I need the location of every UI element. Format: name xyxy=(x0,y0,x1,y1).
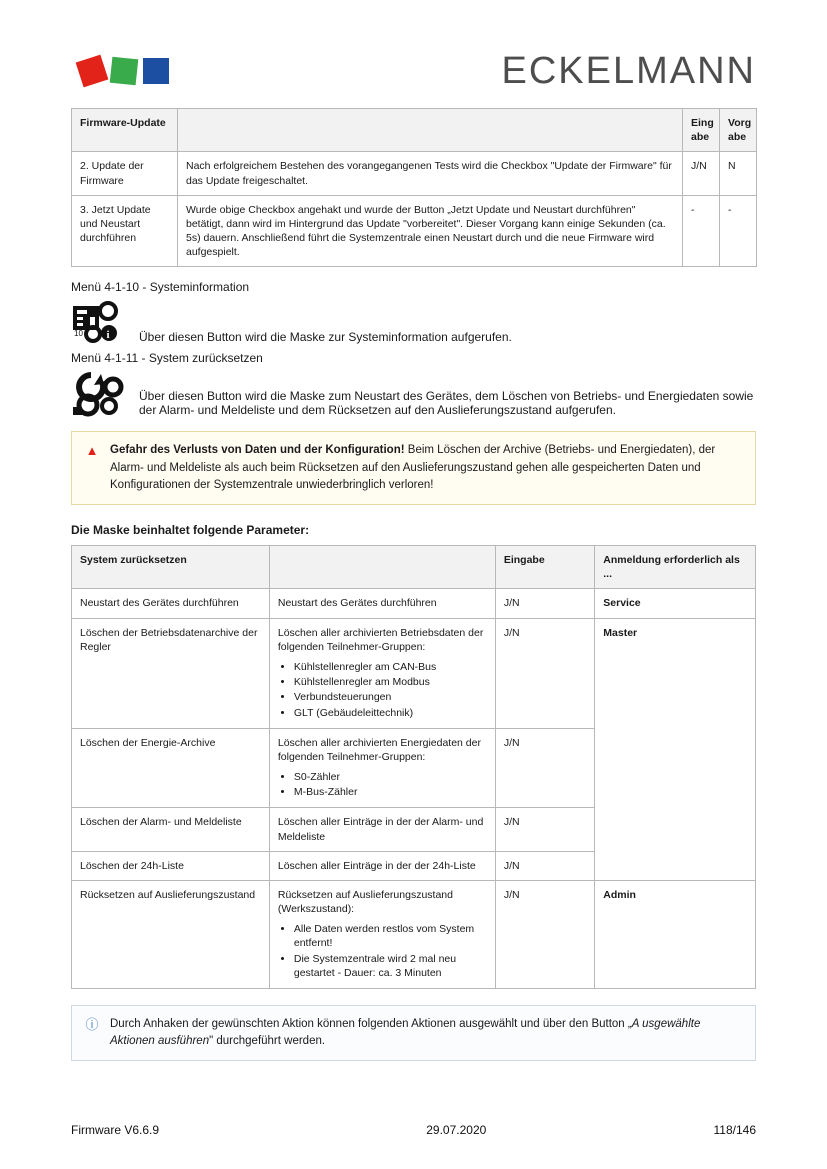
info-text-after: " durchgeführt werden. xyxy=(209,1035,326,1048)
cell-parameter-name: Rücksetzen auf Auslieferungszustand xyxy=(72,880,270,988)
table-header-row xyxy=(72,546,756,589)
table-row xyxy=(72,589,756,618)
warning-body-text: Beim Löschen der Archive (Betriebs- und Energiedaten), der Alarm- und Meldeliste als auch beim Rücksetzen auf den Auslieferungszustand gehen alle gespeicherten Daten und Konfigurationen der Systemzentrale unwiederbringlich verloren! xyxy=(110,444,716,491)
cell-description-text: Rücksetzen auf Auslieferungszustand (Werkszustand): xyxy=(277,888,453,916)
table-row xyxy=(72,618,756,728)
cell-login-level: Service xyxy=(595,589,756,618)
warning-bold-text: Gefahr des Verlusts von Daten und der Konfiguration! xyxy=(110,444,405,457)
firmware-update-table xyxy=(71,108,757,267)
cell-parameter-name: Löschen der Betriebsdatenarchive der Regler xyxy=(72,618,270,728)
table-row xyxy=(72,152,757,195)
col-header-reset-description xyxy=(269,546,495,589)
cell-input: - xyxy=(683,195,720,267)
list-item: • Kühlstellenregler am Modbus xyxy=(294,675,487,689)
svg-text:i: i xyxy=(106,329,110,342)
system-reset-icon-svg xyxy=(71,371,129,417)
list-item: • M-Bus-Zähler xyxy=(294,785,487,799)
cell-input: J/N xyxy=(495,589,594,618)
cell-input: J/N xyxy=(683,152,720,195)
info-text-before: Durch Anhaken der gewünschten Aktion können folgenden Aktionen ausgewählt und über den Button „ xyxy=(110,1017,632,1030)
col-header-description xyxy=(178,109,683,152)
cell-step-name: 2. Update der Firmware xyxy=(72,152,178,195)
cell-parameter-description: Löschen aller Einträge in der der 24h-Liste xyxy=(269,851,495,880)
system-information-icon-svg xyxy=(71,300,129,346)
cell-parameter-name: Neustart des Gerätes durchführen xyxy=(72,589,270,618)
list-item: • GLT (Gebäudeleittechnik) xyxy=(294,706,487,720)
cell-input: J/N xyxy=(495,880,594,988)
warning-triangle-icon: ▲ xyxy=(85,443,99,459)
col-header-system-reset: System zurücksetzen xyxy=(72,546,270,589)
cell-input: J/N xyxy=(495,728,594,808)
cell-step-description: Wurde obige Checkbox angehakt und wurde der Button „Jetzt Update und Neustart durchführen" betätigt, dann wird im Hintergrund das Update "vorbereitet". Dieser Vorgang kann einige Sekunden (ca. 5s) dauern. Anschließend führt die Systemzentrale einen Neustart durch und die neue Firmware wird aufgespielt. xyxy=(178,195,683,267)
brand-title: ECKELMANN xyxy=(501,49,756,92)
cell-input: J/N xyxy=(495,808,594,851)
mask-heading: Die Maske beinhaltet folgende Parameter: xyxy=(71,523,310,538)
cell-parameter-description xyxy=(269,728,495,808)
cell-description-list xyxy=(278,660,487,720)
list-item: • Verbundsteuerungen xyxy=(294,690,487,704)
eckelmann-logo xyxy=(79,58,169,84)
cell-parameter-name: Löschen der Alarm- und Meldeliste xyxy=(72,808,270,851)
cell-default: - xyxy=(720,195,757,267)
cell-parameter-description xyxy=(269,880,495,988)
logo-green-square-icon xyxy=(110,57,139,86)
table-header-row xyxy=(72,109,757,152)
cell-description-text: Löschen aller archivierten Energiedaten der folgenden Teilnehmer-Gruppen: xyxy=(277,736,481,763)
cell-step-description: Nach erfolgreichem Bestehen des vorangegangenen Tests wird die Checkbox "Update der Firmware" für das Update freigeschaltet. xyxy=(178,152,683,195)
page-header xyxy=(71,0,756,108)
footer-firmware-version: Firmware V6.6.9 xyxy=(71,1123,160,1137)
cell-description-list xyxy=(278,770,487,799)
warning-callout xyxy=(71,431,756,505)
cell-parameter-description: Löschen aller Einträge in der der Alarm- und Meldeliste xyxy=(269,808,495,851)
cell-parameter-name: Löschen der Energie-Archive xyxy=(72,728,270,808)
page-footer xyxy=(71,1123,756,1137)
list-item: • Kühlstellenregler am CAN-Bus xyxy=(294,660,487,674)
cell-login-level: Master xyxy=(595,618,756,880)
info-circle-icon: ⓘ xyxy=(85,1016,99,1032)
cell-parameter-description: Neustart des Gerätes durchführen xyxy=(269,589,495,618)
info-callout xyxy=(71,1005,756,1062)
table-row xyxy=(72,195,757,267)
cell-login-level: Admin xyxy=(595,880,756,988)
cell-input: J/N xyxy=(495,851,594,880)
list-item: • Alle Daten werden restlos vom System entfernt! xyxy=(294,922,487,950)
section-title-system-zuruecksetzen: Menü 4-1-11 - System zurücksetzen xyxy=(71,351,263,366)
footer-date: 29.07.2020 xyxy=(426,1123,487,1137)
col-header-eingabe: Eingabe xyxy=(495,546,594,589)
system-information-icon xyxy=(71,300,129,346)
warning-text xyxy=(110,442,743,494)
logo-red-square-icon xyxy=(76,55,109,88)
cell-step-name: 3. Jetzt Update und Neustart durchführen xyxy=(72,195,178,267)
systeminformation-icon-row xyxy=(71,300,756,346)
footer-page-number: 118/146 xyxy=(713,1123,756,1137)
cell-description-text: Löschen aller archivierten Betriebsdaten der folgenden Teilnehmer-Gruppen: xyxy=(277,626,484,653)
cell-parameter-description xyxy=(269,618,495,728)
list-item: • S0-Zähler xyxy=(294,770,487,784)
system-reset-table xyxy=(71,545,756,989)
col-header-eingabe: Eing abe xyxy=(683,109,720,152)
cell-description-list xyxy=(278,922,487,980)
table-row xyxy=(72,880,756,988)
list-item: • Die Systemzentrale wird 2 mal neu gestartet - Dauer: ca. 3 Minuten xyxy=(294,952,487,980)
col-header-vorgabe: Vorg abe xyxy=(720,109,757,152)
cell-parameter-name: Löschen der 24h-Liste xyxy=(72,851,270,880)
system-reset-icon-row xyxy=(71,371,756,417)
col-header-firmware-update: Firmware-Update xyxy=(72,109,178,152)
col-header-anmeldung: Anmeldung erforderlich als ... xyxy=(595,546,756,589)
system-reset-icon xyxy=(71,371,129,417)
svg-text:10: 10 xyxy=(74,329,83,339)
info-text xyxy=(110,1016,743,1051)
info-text-italic: A usgewählte Aktionen ausführen xyxy=(110,1017,701,1048)
cell-default: N xyxy=(720,152,757,195)
systeminformation-caption: Über diesen Button wird die Maske zur Systeminformation aufgerufen. xyxy=(139,330,512,345)
system-reset-caption: Über diesen Button wird die Maske zum Neustart des Gerätes, dem Löschen von Betriebs- und Energiedaten sowie der Alarm- und Meldeliste und dem Rücksetzen auf den Auslieferungszustand aufgerufen. xyxy=(139,389,754,418)
section-title-systeminformation: Menü 4-1-10 - Systeminformation xyxy=(71,280,250,295)
cell-input: J/N xyxy=(495,618,594,728)
logo-blue-square-icon xyxy=(143,58,169,84)
